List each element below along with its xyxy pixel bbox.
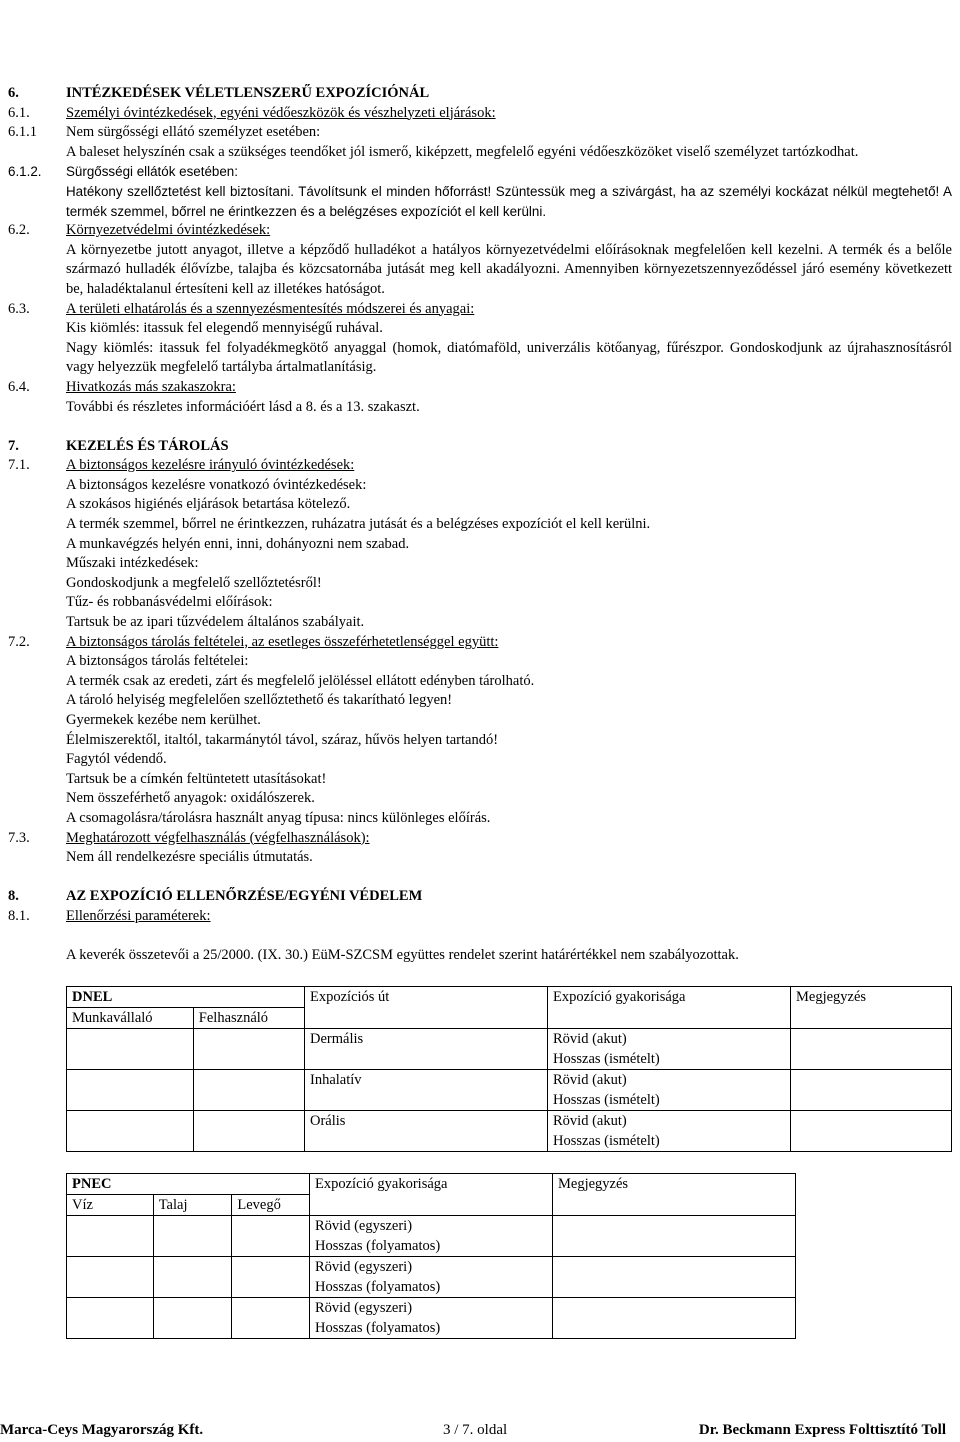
footer-product: Dr. Beckmann Express Folttisztító Toll [698,1422,946,1438]
table-row [67,1256,796,1297]
dnel-col-worker: Munkavállaló [67,1007,194,1028]
subsection-number: 6.3. [8,300,30,317]
paragraph-line: A munkavégzés helyén enni, inni, dohányozni nem szabad. [66,535,410,552]
subsection-title: Személyi óvintézkedések, egyéni védőeszközök és vészhelyzeti eljárások: [66,104,496,121]
subsection-number: 6.4. [8,378,30,395]
paragraph: Nem áll rendelkezésre speciális útmutatás. [66,849,313,866]
dnel-freq: Rövid (akut) [553,1030,627,1047]
section-title: INTÉZKEDÉSEK VÉLETLENSZERŰ EXPOZÍCIÓNÁL [66,85,430,101]
paragraph-line: A termék csak az eredeti, zárt és megfelelő jelöléssel ellátott edényben tárolható. [66,672,535,689]
subsection-number: 6.2. [8,222,30,239]
paragraph-line: A tároló helyiség megfelelően szellőztethető és takarítható legyen! [66,692,453,709]
section-8-heading [8,887,952,907]
paragraph-line: A termék szemmel, bőrrel ne érintkezzen, ruházatra jutását és a belégzéses expozíciót el kell kerülni. [66,516,651,533]
subsection-number: 6.1. [8,104,30,121]
subsection-title: Meghatározott végfelhasználás (végfelhasználások): [66,829,370,846]
paragraph-line: Fagytól védendő. [66,751,167,768]
section-6-1 [8,104,952,124]
subsection-title: Ellenőrzési paraméterek: [66,907,211,924]
dnel-col-note: Megjegyzés [791,986,952,1007]
paragraph: Nagy kiömlés: itassuk fel folyadékmegkötő anyaggal (homok, diatómaföld, univerzális kötőanyag, fűrészpor. Gondoskodjunk az újrahasznosításról vagy helyezzük megfelelő tartályba ártalmatlanításig. [66,339,952,376]
paragraph-line: A csomagolásra/tárolásra használt anyag típusa: nincs különleges előírás. [66,809,491,826]
dnel-freq: Rövid (akut) [553,1112,627,1129]
dnel-route: Inhalatív [305,1069,548,1110]
section-number: 6. [8,85,19,101]
paragraph-line: A szokásos higiénés eljárások betartása kötelező. [66,496,351,513]
pnec-col-air: Levegő [232,1194,310,1215]
dnel-freq: Hosszas (ismételt) [553,1050,660,1067]
pnec-freq: Hosszas (folyamatos) [315,1237,441,1254]
pnec-col-soil: Talaj [153,1194,232,1215]
paragraph-line: A biztonságos kezelésre vonatkozó óvintézkedések: [66,476,367,493]
page-header [8,2,952,59]
header-revised: Felülvizsgálat időpontja: 2012. december 3. [8,22,286,38]
pnec-freq: Rövid (egyszeri) [315,1258,413,1275]
section-6-heading [8,84,952,104]
section-6-4 [8,378,952,417]
pnec-col-note: Megjegyzés [553,1173,796,1194]
subsection-title: A területi elhatárolás és a szennyezésmentesítés módszerei és anyagai: [66,300,475,317]
subsection-number: 6.1.2. [8,164,42,180]
header-created: Elkészítés időpontja: 2006. szeptember 21. [8,3,279,19]
paragraph-line: Nem összeférhető anyagok: oxidálószerek. [66,790,315,807]
section-title: KEZELÉS ÉS TÁROLÁS [66,437,229,454]
paragraph-line: Tartsuk be az ipari tűzvédelem általános szabályait. [66,614,365,631]
section-title: AZ EXPOZÍCIÓ ELLENŐRZÉSE/EGYÉNI VÉDELEM [66,888,423,905]
paragraph-line: A biztonságos tárolás feltételei: [66,653,249,670]
subsection-number: 6.1.1 [8,124,37,141]
dnel-col-user: Felhasználó [193,1007,304,1028]
paragraph: További és részletes információért lásd a 8. és a 13. szakaszt. [66,398,420,415]
pnec-col-freq: Expozíció gyakorisága [310,1173,553,1194]
header-url[interactable]: http://www.biztonsagiadatlap.hu [766,21,948,36]
paragraph-line: Tűz- és robbanásvédelmi előírások: [66,594,273,611]
subsection-number: 7.1. [8,457,30,474]
dnel-route: Dermális [305,1028,548,1069]
table-row [67,1297,796,1338]
subsection-title: Környezetvédelmi óvintézkedések: [66,222,271,239]
section-7-heading [8,437,952,457]
footer-page-number: 3 / 7. oldal [443,1422,508,1438]
paragraph-line: Élelmiszerektől, italtól, takarmánytól távol, száraz, hűvös helyen tartandó! [66,731,499,748]
subsection-number: 8.1. [8,907,30,924]
table-row [67,1110,952,1151]
pnec-col-water: Víz [67,1194,154,1215]
pnec-freq: Hosszas (folyamatos) [315,1319,441,1336]
footer-company: Marca-Ceys Magyarország Kft. [0,1422,204,1438]
subsection-title: A biztonságos tárolás feltételei, az esetleges összeférhetetlenséggel együtt: [66,633,499,650]
dnel-col-freq: Expozíció gyakorisága [548,986,791,1007]
subsection-number: 7.2. [8,633,30,650]
paragraph: Kis kiömlés: itassuk fel elegendő mennyiségű ruhával. [66,320,383,337]
paragraph-line: Gondoskodjunk a megfelelő szellőztetésről! [66,574,322,591]
subsection-title: Nem sürgősségi ellátó személyzet esetében: [66,124,321,141]
subsection-number: 7.3. [8,829,30,846]
dnel-freq: Hosszas (ismételt) [553,1132,660,1149]
section-number: 7. [8,437,19,454]
document-body [8,84,952,1339]
section-6-1-1 [8,123,952,162]
paragraph: A környezetbe jutott anyagot, illetve a képződő hulladékot a hatályos környezetvédelmi előírásoknak megfelelően kell kezelni. A termék és a belőle származó hulladék élővízbe, talajba és közcsatornába jutását meg kell akadályozni. Amennyiben környezetszennyeződéssel járó esemény következett be, haladéktalanul értesíteni kell az illetékes hatóságot. [66,241,952,297]
pnec-freq: Rövid (egyszeri) [315,1217,413,1234]
table-row [67,1028,952,1069]
pnec-freq: Rövid (egyszeri) [315,1299,413,1316]
pnec-freq: Hosszas (folyamatos) [315,1278,441,1295]
pnec-table [66,1173,796,1339]
paragraph-line: Tartsuk be a címkén feltüntetett utasításokat! [66,770,327,787]
dnel-freq: Rövid (akut) [553,1071,627,1088]
paragraph: Hatékony szellőztetést kell biztosítani. Távolítsunk el minden hőforrást! Szüntessük meg a szivárgást, ha az személyi kockázat nélkül megtehető! A termék szemmel, bőrrel ne érintkezzen és a belégzéses expozíciót el kell kerülni. [66,183,952,219]
table-row [67,1215,796,1256]
section-7-2 [8,633,952,829]
header-version: Verziószám: 2 [8,41,98,57]
section-number: 8. [8,888,19,905]
dnel-route: Orális [305,1110,548,1151]
section-6-3 [8,300,952,378]
dnel-table [66,986,952,1152]
section-8-1 [8,907,952,927]
subsection-title: Sürgősségi ellátók esetében: [66,164,238,180]
pnec-title: PNEC [67,1173,310,1194]
subsection-title: Hivatkozás más szakaszokra: [66,378,236,395]
dnel-col-route: Expozíciós út [305,986,548,1007]
paragraph: A keverék összetevői a 25/2000. (IX. 30.) EüM-SZCSM együttes rendelet szerint határértékkel nem szabályozottak. [66,947,739,964]
dnel-freq: Hosszas (ismételt) [553,1091,660,1108]
section-8-1-text [8,946,952,966]
paragraph-line: Műszaki intézkedések: [66,555,199,572]
page-footer [0,1422,960,1442]
section-6-1-2 [8,162,952,221]
subsection-title: A biztonságos kezelésre irányuló óvintézkedések: [66,457,355,474]
section-7-3 [8,829,952,868]
paragraph-line: Gyermekek kezébe nem kerülhet. [66,712,261,728]
section-7-1 [8,456,952,632]
paragraph: A baleset helyszínén csak a szükséges teendőket jól ismerő, kiképzett, megfelelő egyéni védőeszközöket viselő személyzet tartózkodhat. [66,143,859,160]
section-6-2 [8,221,952,299]
dnel-title: DNEL [67,986,305,1007]
table-row [67,1069,952,1110]
